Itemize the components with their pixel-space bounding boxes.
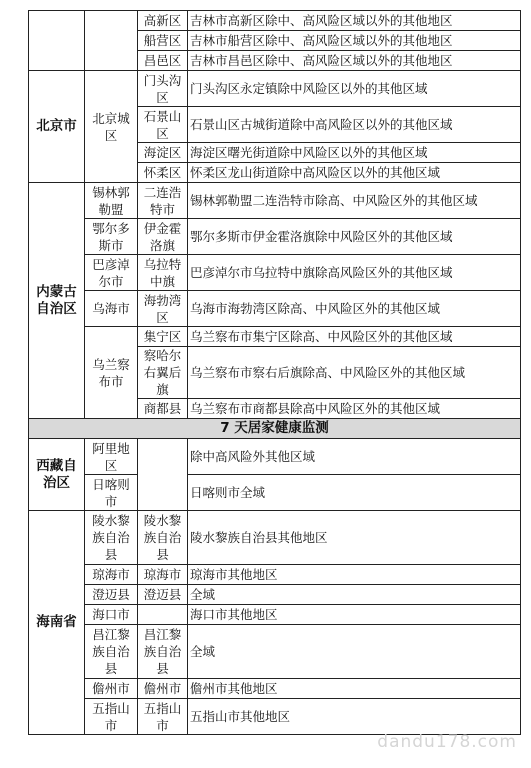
area-desc-cell: 全域: [188, 585, 521, 605]
district-cell: 二连浩特市: [138, 183, 188, 219]
area-desc-cell: 乌兰察布市集宁区除高、中风险区外的其他区域: [188, 327, 521, 347]
province-cell: 西藏自治区: [29, 439, 85, 511]
table-row: [29, 565, 521, 585]
province-cell: 北京市: [29, 71, 85, 183]
city-cell: 乌兰察布市: [85, 327, 138, 419]
district-cell: 海淀区: [138, 143, 188, 163]
table-row: [29, 699, 521, 735]
risk-area-table: [28, 10, 521, 735]
area-desc-cell: 门头沟区永定镇除中风险区以外的其他区域: [188, 71, 521, 107]
area-desc-cell: 日喀则市全域: [188, 475, 521, 511]
area-desc-cell: 巴彦淖尔市乌拉特中旗除高风险区外的其他区域: [188, 255, 521, 291]
city-cell: 海口市: [85, 605, 138, 625]
city-cell: 琼海市: [85, 565, 138, 585]
district-cell: 琼海市: [138, 565, 188, 585]
table-row: [29, 585, 521, 605]
area-desc-cell: 五指山市其他地区: [188, 699, 521, 735]
district-cell: 陵水黎族自治县: [138, 511, 188, 565]
district-cell: 海勃湾区: [138, 291, 188, 327]
district-cell: 昌江黎族自治县: [138, 625, 188, 679]
district-cell: [138, 605, 188, 625]
city-cell: 澄迈县: [85, 585, 138, 605]
table-row: [29, 511, 521, 565]
district-cell: [138, 439, 188, 511]
city-cell: 儋州市: [85, 679, 138, 699]
province-cell: 海南省: [29, 511, 85, 735]
city-cell: 乌海市: [85, 291, 138, 327]
area-desc-cell: 海淀区曙光街道除中风险区以外的其他区域: [188, 143, 521, 163]
area-desc-cell: 琼海市其他地区: [188, 565, 521, 585]
area-desc-cell: 乌兰察布市察右后旗除高、中风险区外的其他区域: [188, 347, 521, 399]
city-cell: 五指山市: [85, 699, 138, 735]
area-desc-cell: 石景山区古城街道除中高风险区以外的其他区域: [188, 107, 521, 143]
area-desc-cell: 吉林市船营区除中、高风险区域以外的其他地区: [188, 31, 521, 51]
district-cell: 门头沟区: [138, 71, 188, 107]
city-cell: [85, 11, 138, 71]
city-cell: 巴彦淖尔市: [85, 255, 138, 291]
table-row: [29, 605, 521, 625]
province-cell: 内蒙古自治区: [29, 183, 85, 419]
area-desc-cell: 吉林市高新区除中、高风险区域以外的其他地区: [188, 11, 521, 31]
district-cell: 石景山区: [138, 107, 188, 143]
table-row: [29, 11, 521, 31]
table-row: [29, 475, 521, 511]
table-row: [29, 183, 521, 219]
table-row: [29, 625, 521, 679]
area-desc-cell: 海口市其他地区: [188, 605, 521, 625]
district-cell: 乌拉特中旗: [138, 255, 188, 291]
district-cell: 集宁区: [138, 327, 188, 347]
district-cell: 澄迈县: [138, 585, 188, 605]
city-cell: 鄂尔多斯市: [85, 219, 138, 255]
area-desc-cell: 鄂尔多斯市伊金霍洛旗除中风险区外的其他区域: [188, 219, 521, 255]
district-cell: 昌邑区: [138, 51, 188, 71]
city-cell: 昌江黎族自治县: [85, 625, 138, 679]
city-cell: 日喀则市: [85, 475, 138, 511]
table-row: [29, 219, 521, 255]
district-cell: 船营区: [138, 31, 188, 51]
city-cell: 阿里地区: [85, 439, 138, 475]
section-title: 7 天居家健康监测: [29, 419, 521, 439]
province-cell: [29, 11, 85, 71]
area-desc-cell: 吉林市昌邑区除中、高风险区域以外的其他地区: [188, 51, 521, 71]
table-row: [29, 679, 521, 699]
city-cell: 陵水黎族自治县: [85, 511, 138, 565]
section-header-row: [29, 419, 521, 439]
area-desc-cell: 除中高风险外其他区域: [188, 439, 521, 475]
area-desc-cell: 乌兰察布市商都县除高中风险区外的其他区域: [188, 399, 521, 419]
district-cell: 商都县: [138, 399, 188, 419]
district-cell: 察哈尔右翼后旗: [138, 347, 188, 399]
table-row: [29, 327, 521, 347]
table-row: [29, 439, 521, 475]
district-cell: 儋州市: [138, 679, 188, 699]
table-row: [29, 291, 521, 327]
watermark: dandu178.com: [377, 732, 517, 752]
district-cell: 五指山市: [138, 699, 188, 735]
city-cell: 锡林郭勒盟: [85, 183, 138, 219]
district-cell: 高新区: [138, 11, 188, 31]
area-desc-cell: 乌海市海勃湾区除高、中风险区外的其他区域: [188, 291, 521, 327]
table-row: [29, 255, 521, 291]
table-row: [29, 71, 521, 107]
area-desc-cell: 锡林郭勒盟二连浩特市除高、中风险区外的其他区域: [188, 183, 521, 219]
area-desc-cell: 陵水黎族自治县其他地区: [188, 511, 521, 565]
district-cell: 怀柔区: [138, 163, 188, 183]
area-desc-cell: 全域: [188, 625, 521, 679]
district-cell: 伊金霍洛旗: [138, 219, 188, 255]
area-desc-cell: 儋州市其他地区: [188, 679, 521, 699]
city-cell: 北京城区: [85, 71, 138, 183]
area-desc-cell: 怀柔区龙山街道除中高风险区以外的其他区域: [188, 163, 521, 183]
